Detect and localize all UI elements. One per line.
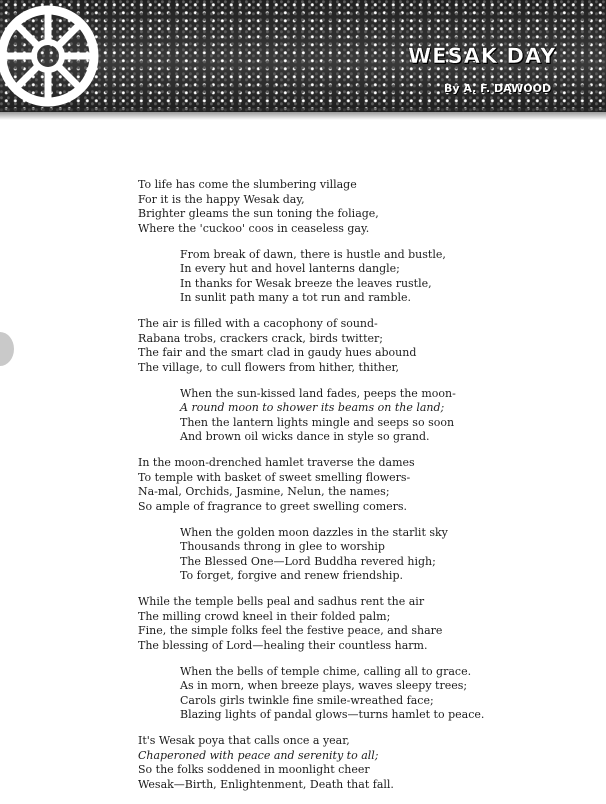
poem-line: A round moon to shower its beams on the land;: [180, 401, 445, 414]
poem-line: Na-mal, Orchids, Jasmine, Nelun, the names;: [138, 485, 390, 498]
stanza-9: [138, 734, 498, 792]
poem-line: As in morn, when breeze plays, waves sleepy trees;: [180, 679, 468, 692]
poem-line: Wesak—Birth, Enlightenment, Death that fall.: [138, 777, 394, 791]
poem-line: In thanks for Wesak breeze the leaves rustle,: [180, 276, 432, 290]
poem-line: To temple with basket of sweet smelling flowers-: [138, 470, 411, 484]
stanza-7: [138, 595, 498, 653]
poem-line: Then the lantern lights mingle and seeps so soon: [180, 415, 455, 429]
stanza-5: [138, 456, 498, 514]
dharma-wheel-icon: [0, 2, 102, 110]
poem-line: From break of dawn, there is hustle and bustle,: [180, 247, 446, 261]
stanza-2: [180, 248, 498, 306]
poem-line: The Blessed One—Lord Buddha revered high;: [180, 554, 436, 568]
poem-line: Fine, the simple folks feel the festive peace, and share: [138, 624, 443, 637]
poem-line: Rabana trobs, crackers crack, birds twitter;: [138, 331, 383, 345]
poem-line: The fair and the smart clad in gaudy hues abound: [138, 346, 417, 359]
poem-line: The blessing of Lord—healing their countless harm.: [138, 638, 428, 652]
poem-line: The air is filled with a cacophony of sound-: [138, 317, 378, 330]
poem-line: When the golden moon dazzles in the starlit sky: [180, 525, 448, 539]
poem-line: When the sun-kissed land fades, peeps the moon-: [180, 386, 456, 400]
stanza-4: [180, 387, 498, 445]
poem-line: While the temple bells peal and sadhus rent the air: [138, 595, 425, 608]
poem-line: So ample of fragrance to greet swelling comers.: [138, 499, 408, 513]
poem-line: Carols girls twinkle fine smile-wreathed face;: [180, 693, 434, 707]
poem-line: Brighter gleams the sun toning the foliage,: [138, 207, 379, 220]
poem-line: Thousands throng in glee to worship: [180, 540, 385, 553]
poem-line: To life has come the slumbering village: [138, 178, 357, 191]
author-byline: By A. F. DAWOOD: [444, 82, 552, 95]
stanza-8: [180, 665, 498, 723]
punch-hole: [0, 332, 14, 366]
poem-line: In the moon-drenched hamlet traverse the dames: [138, 456, 415, 469]
stanza-1: [138, 178, 498, 236]
poem-line: Chaperoned with peace and serenity to all;: [138, 748, 379, 762]
poem-line: In every hut and hovel lanterns dangle;: [180, 262, 400, 275]
stanza-3: [138, 317, 498, 375]
poem-line: It's Wesak poya that calls once a year,: [138, 734, 350, 747]
header-banner: [0, 0, 606, 112]
poem-body: [138, 178, 498, 804]
poem-line: When the bells of temple chime, calling all to grace.: [180, 664, 472, 678]
poem-line: To forget, forgive and renew friendship.: [180, 569, 403, 582]
poem-line: Blazing lights of pandal glows—turns hamlet to peace.: [180, 708, 485, 721]
stanza-6: [180, 526, 498, 584]
poem-title: WESAK DAY: [408, 44, 557, 68]
poem-line: In sunlit path many a tot run and ramble.: [180, 291, 412, 304]
poem-line: Where the 'cuckoo' coos in ceaseless gay.: [138, 221, 370, 235]
poem-line: The milling crowd kneel in their folded palm;: [138, 609, 391, 623]
poem-line: For it is the happy Wesak day,: [138, 192, 305, 206]
poem-line: So the folks soddened in moonlight cheer: [138, 763, 370, 776]
poem-line: And brown oil wicks dance in style so grand.: [180, 430, 430, 443]
poem-line: The village, to cull flowers from hither, thither,: [138, 360, 400, 374]
